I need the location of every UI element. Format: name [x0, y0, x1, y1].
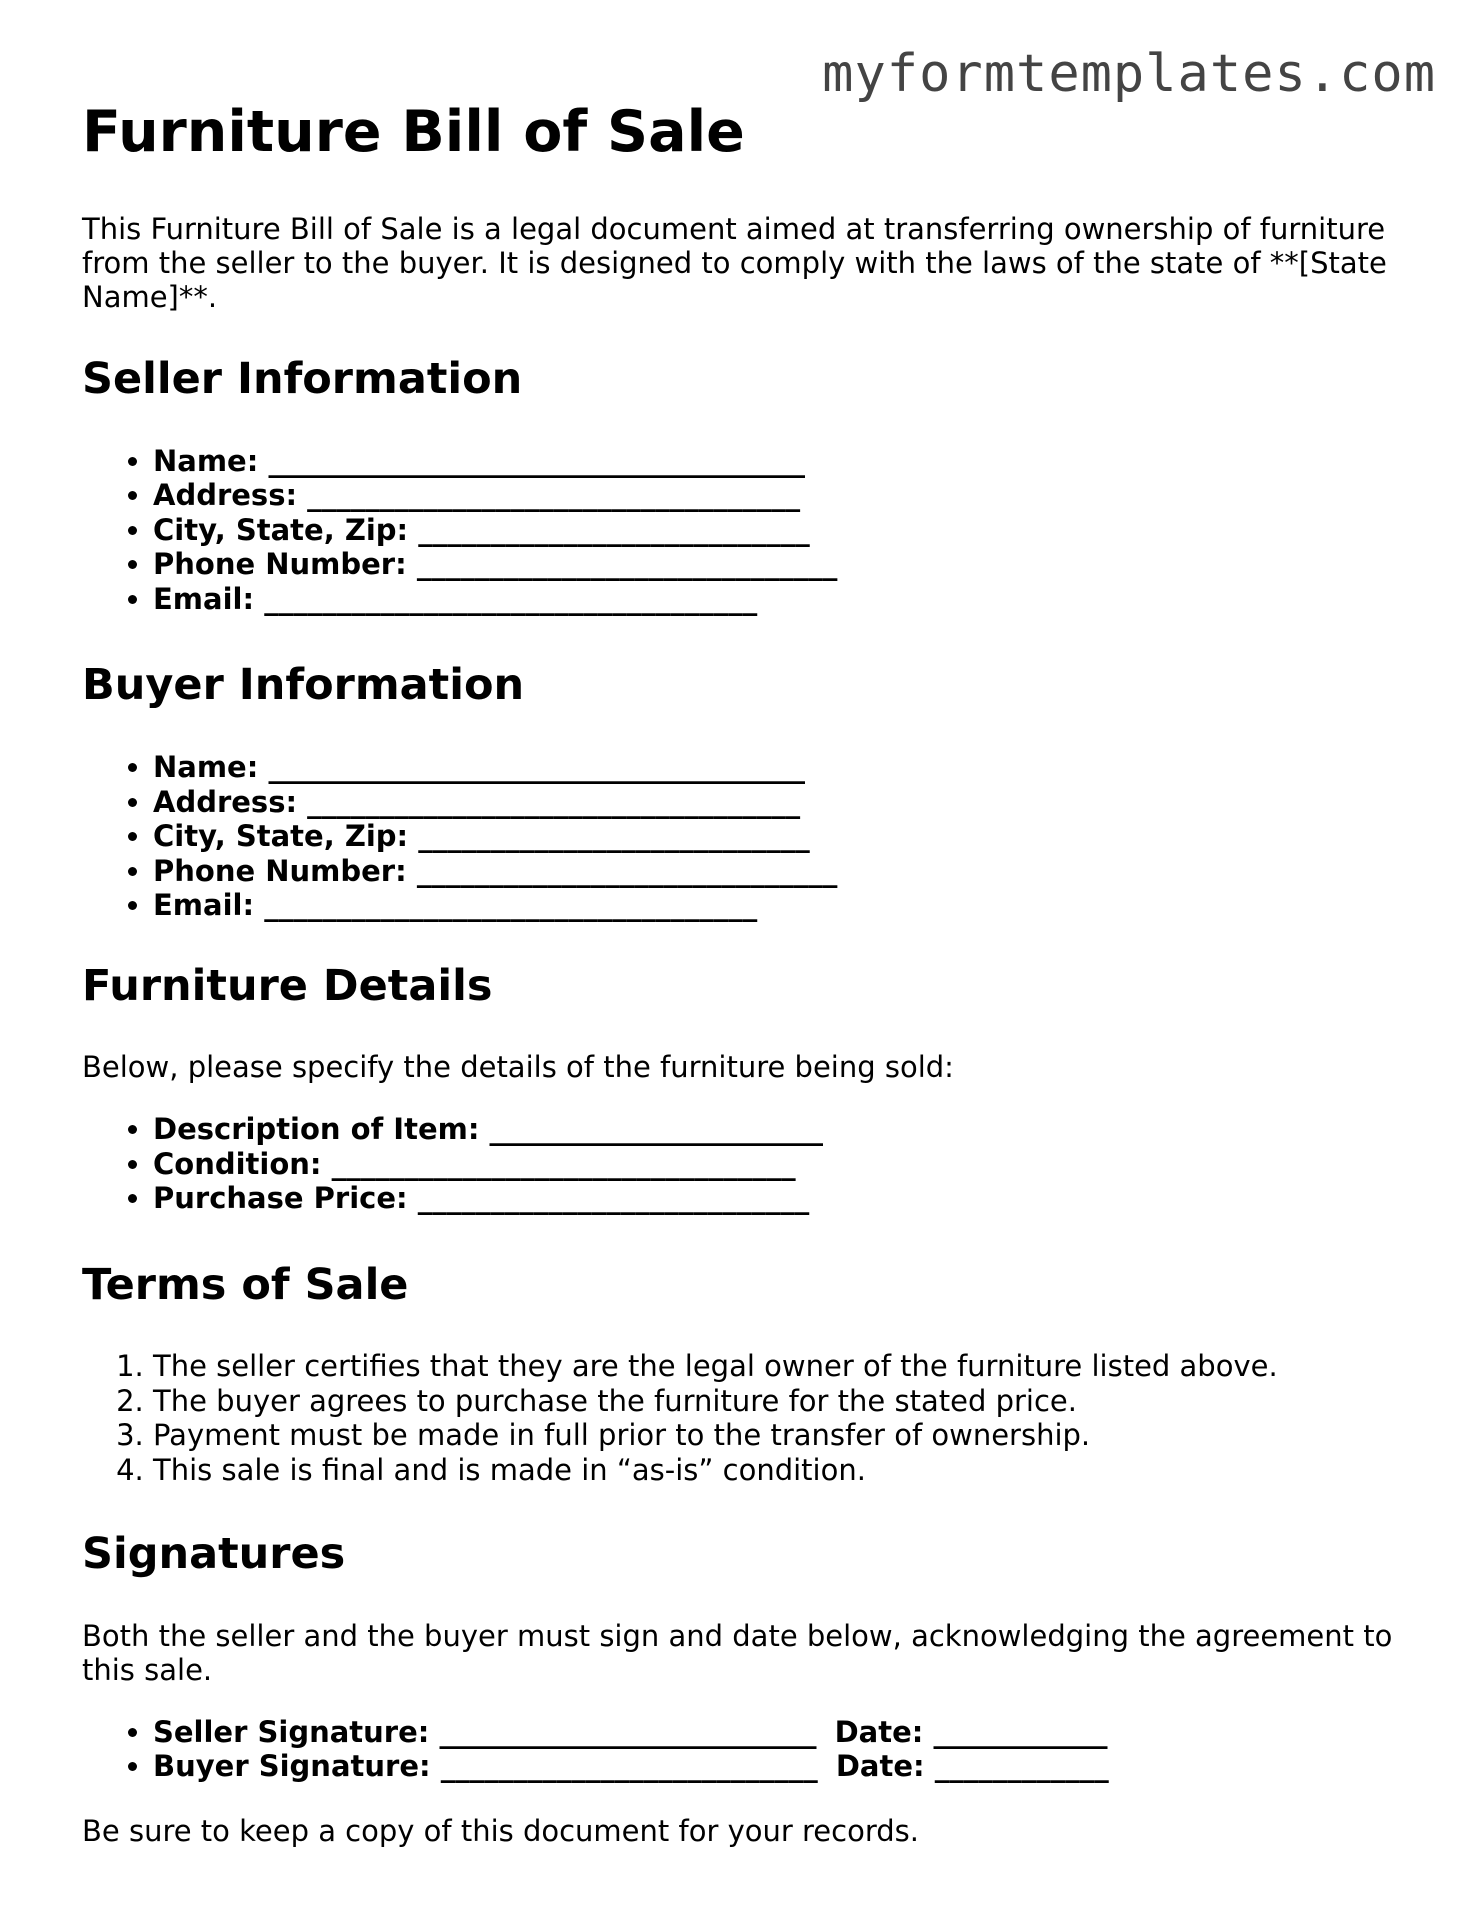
- furniture-intro: Below, please specify the details of the furniture being sold:: [82, 1050, 954, 1085]
- field-blank[interactable]: ___________________________: [418, 819, 810, 854]
- field-label: City, State, Zip:: [153, 512, 409, 547]
- buyer-city-state-zip-field[interactable]: [153, 819, 1412, 854]
- seller-phone-field[interactable]: [153, 547, 1412, 582]
- seller-heading: Seller Information: [82, 354, 523, 405]
- terms-item: 1. The seller certifies that they are the legal owner of the furniture listed above.: [153, 1349, 1412, 1384]
- field-blank[interactable]: ___________________________: [417, 1181, 810, 1216]
- buyer-signature-row[interactable]: [153, 1749, 1412, 1784]
- buyer-fields: [82, 750, 1412, 923]
- buyer-signature-blank[interactable]: __________________________: [440, 1749, 818, 1784]
- furniture-condition-field[interactable]: [153, 1147, 1412, 1182]
- terms-item: 4. This sale is final and is made in “as-is” condition.: [153, 1453, 1412, 1488]
- field-label: Address:: [153, 478, 298, 513]
- furniture-description-field[interactable]: [153, 1112, 1412, 1147]
- terms-item: 2. The buyer agrees to purchase the furniture for the stated price.: [153, 1384, 1412, 1419]
- field-blank[interactable]: __________________________________: [307, 784, 801, 819]
- seller-address-field[interactable]: [153, 478, 1412, 513]
- field-blank[interactable]: _____________________________: [416, 547, 838, 582]
- terms-item: 3. Payment must be made in full prior to the transfer of ownership.: [153, 1418, 1412, 1453]
- field-label: Purchase Price:: [153, 1181, 408, 1216]
- seller-fields: [82, 444, 1412, 617]
- field-label: Buyer Signature:: [153, 1749, 431, 1784]
- document-title: Furniture Bill of Sale: [82, 99, 745, 165]
- field-label: Email:: [153, 581, 255, 616]
- furniture-price-field[interactable]: [153, 1181, 1412, 1216]
- seller-city-state-zip-field[interactable]: [153, 513, 1412, 548]
- signatures-heading: Signatures: [82, 1529, 346, 1580]
- field-blank[interactable]: _____________________________________: [268, 443, 805, 478]
- seller-date-blank[interactable]: ____________: [933, 1714, 1108, 1749]
- field-blank[interactable]: __________________________________: [307, 478, 801, 513]
- buyer-email-field[interactable]: [153, 888, 1412, 923]
- seller-signature-row[interactable]: [153, 1715, 1412, 1750]
- seller-email-field[interactable]: [153, 582, 1412, 617]
- buyer-phone-field[interactable]: [153, 854, 1412, 889]
- field-blank[interactable]: ________________________________: [331, 1146, 796, 1181]
- date-label: Date:: [835, 1749, 925, 1784]
- field-label: Name:: [153, 443, 259, 478]
- field-label: Email:: [153, 888, 255, 923]
- buyer-name-field[interactable]: [153, 750, 1412, 785]
- field-blank[interactable]: __________________________________: [264, 581, 758, 616]
- date-label: Date:: [834, 1714, 924, 1749]
- field-label: City, State, Zip:: [153, 819, 409, 854]
- field-label: Phone Number:: [153, 547, 407, 582]
- signatures-intro: Both the seller and the buyer must sign and date below, acknowledging the agreement to this sale.: [82, 1618, 1393, 1687]
- furniture-fields: [82, 1112, 1412, 1216]
- field-blank[interactable]: _______________________: [489, 1112, 824, 1147]
- terms-heading: Terms of Sale: [82, 1259, 409, 1310]
- seller-name-field[interactable]: [153, 444, 1412, 479]
- field-label: Phone Number:: [153, 853, 407, 888]
- field-blank[interactable]: __________________________________: [264, 888, 758, 923]
- field-blank[interactable]: ___________________________: [418, 512, 810, 547]
- field-label: Condition:: [153, 1146, 322, 1181]
- field-label: Name:: [153, 750, 259, 785]
- closing-note: Be sure to keep a copy of this document for your records.: [82, 1813, 919, 1848]
- seller-signature-blank[interactable]: __________________________: [439, 1714, 817, 1749]
- field-blank[interactable]: _____________________________________: [268, 750, 805, 785]
- intro-paragraph: This Furniture Bill of Sale is a legal document aimed at transferring ownership of furniture from the seller to the buyer. It is designed to comply with the laws of the state of **[State Name]**.: [82, 212, 1387, 315]
- buyer-address-field[interactable]: [153, 785, 1412, 820]
- buyer-date-blank[interactable]: ____________: [934, 1749, 1109, 1784]
- furniture-heading: Furniture Details: [82, 960, 493, 1011]
- field-label: Address:: [153, 784, 298, 819]
- field-label: Description of Item:: [153, 1112, 480, 1147]
- terms-list: [82, 1349, 1412, 1487]
- field-label: Seller Signature:: [153, 1714, 430, 1749]
- watermark: myformtemplates.com: [822, 44, 1436, 104]
- signature-fields: [82, 1715, 1412, 1784]
- document-page: [82, 98, 1412, 1888]
- buyer-heading: Buyer Information: [82, 660, 525, 711]
- field-blank[interactable]: _____________________________: [416, 853, 838, 888]
